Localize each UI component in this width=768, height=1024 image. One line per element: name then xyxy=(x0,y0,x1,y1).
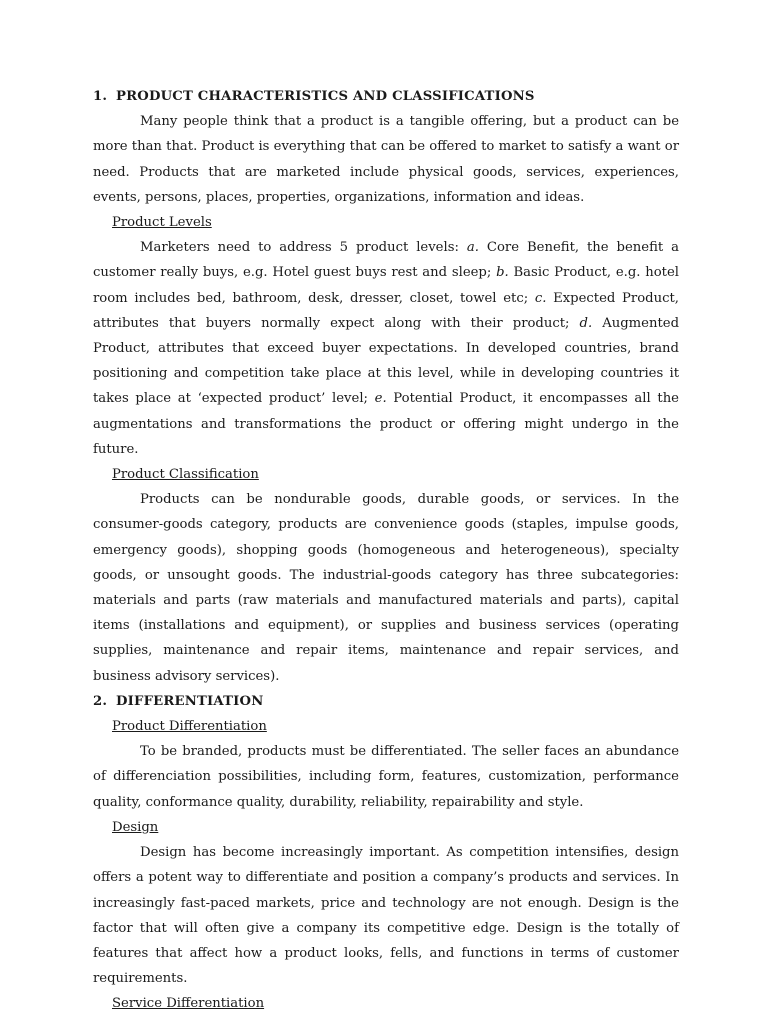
section-1-number: 1. xyxy=(93,89,108,104)
level-marker-d: d. xyxy=(579,315,593,331)
subheading-product-differentiation: Product Differentiation xyxy=(112,719,267,735)
level-marker-c: c. xyxy=(534,290,547,306)
level-marker-e: e. xyxy=(374,391,387,407)
level-marker-b: b. xyxy=(496,265,509,281)
section-2-title: DIFFERENTIATION xyxy=(116,693,264,709)
product-levels-text-5: Augmented Product, attributes that exceed buyer expectations. In developed countries, brand positioning and competition take place at this level, while in developing countries it takes place at ‘expected product’ level; xyxy=(93,315,680,407)
product-differentiation-paragraph: To be branded, products must be differentiated. The seller faces an abundance of differenciation possibilities, including form, features, customization, performance quality, conformance quality, durability, reliability, repairability and style. xyxy=(93,744,679,810)
subheading-design: Design xyxy=(112,819,159,835)
section-1-heading xyxy=(93,84,679,109)
section-1-intro-paragraph: Many people think that a product is a tangible offering, but a product can be more than that. Product is everything that can be offered to market to satisfy a want or need. Products that are marketed include physical goods, services, experiences, events, persons, places, properties, organizations, information and ideas. xyxy=(93,114,679,205)
level-marker-a: a. xyxy=(466,240,479,256)
product-classification-paragraph: Products can be nondurable goods, durable goods, or services. In the consumer-goods category, products are convenience goods (staples, impulse goods, emergency goods), shopping goods (homogeneous and heterogeneous), specialty goods, or unsought goods. The industrial-goods category has three subcategories: materials and parts (raw materials and manufactured materials and parts), capital items (installations and equipment), or supplies and business services (operating supplies, maintenance and repair items, maintenance and repair services, and business advisory services). xyxy=(93,492,679,684)
document-page xyxy=(93,84,679,1017)
section-2-number: 2. xyxy=(93,693,108,709)
section-2-heading xyxy=(93,689,679,714)
product-levels-text-1: Marketers need to address 5 product levels: xyxy=(140,240,467,256)
subheading-service-differentiation: Service Differentiation xyxy=(112,996,265,1012)
subheading-product-classification: Product Classification xyxy=(112,467,259,483)
subheading-product-levels: Product Levels xyxy=(112,215,212,231)
design-paragraph: Design has become increasingly important. As competition intensifies, design offers a potent way to differentiate and position a company’s products and services. In increasingly fast-paced markets, price and technology are not enough. Design is the factor that will often give a company its competitive edge. Design is the totally of features that affect how a product looks, fells, and functions in terms of customer requirements. xyxy=(93,845,679,987)
product-levels-text-6: Potential Product, it encompasses all the augmentations and transformations the product or offering might undergo in the future. xyxy=(93,391,679,457)
product-levels-text-3: Basic Product, e.g. hotel room includes bed, bathroom, desk, dresser, closet, towel etc; xyxy=(93,265,680,306)
product-levels-text-4: Expected Product, attributes that buyers normally expect along with their product; xyxy=(93,290,679,331)
product-levels-text-2: Core Benefit, the benefit a customer really buys, e.g. Hotel guest buys rest and sleep; xyxy=(93,240,680,281)
section-1-title: PRODUCT CHARACTERISTICS AND CLASSIFICATIONS xyxy=(116,89,535,104)
product-levels-paragraph xyxy=(93,235,679,462)
